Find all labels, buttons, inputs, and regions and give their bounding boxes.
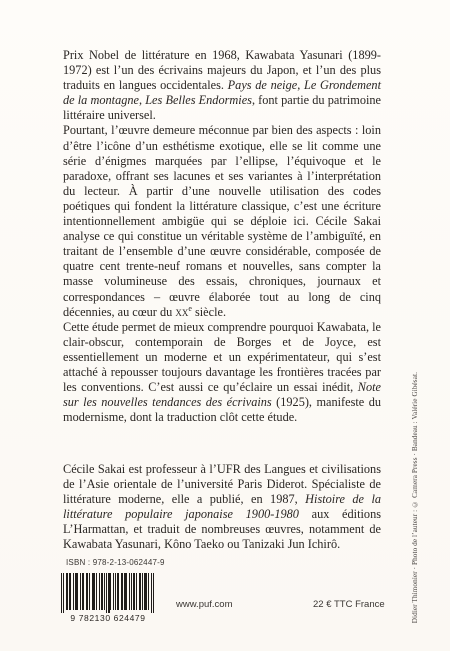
barcode-bar [109,573,110,613]
barcode-bar [80,573,81,610]
barcode-bar [125,573,126,610]
barcode-bar [117,573,118,610]
barcode [53,571,163,623]
barcode-bar [75,573,76,610]
book-title: Pays de neige [227,78,298,93]
barcode-bar [153,573,154,613]
barcode-bar [139,573,140,610]
barcode-bar [104,573,105,610]
paragraph-intro: Prix Nobel de littérature en 1968, Kawabata Yasunari (1899-1972) est l’un des écrivains majeurs du Japon, et l’un des plus traduits en langues occidentales. Pays de neige, Le Grondement de la montagne, Les Belles Endormies, font partie du patrimoine littéraire universel. [63,48,381,123]
barcode-bar [151,573,152,613]
barcode-bar [66,573,67,610]
book-title: Histoire de la littérature populaire japonaise 1900-1980 [63,492,382,522]
price-label: 22 € TTC France [313,599,385,610]
barcode-bar [61,573,62,613]
barcode-bar [145,573,146,610]
barcode-bar [115,573,116,610]
barcode-bar [146,573,147,610]
barcode-bar [148,573,149,610]
barcode-bar [92,573,93,610]
barcode-bar [63,573,64,613]
barcode-bar [76,573,77,610]
barcode-bar [134,573,135,610]
barcode-bar [89,573,90,610]
barcode-bar [69,573,70,610]
barcode-bar [83,573,84,610]
barcode-bar [131,573,132,610]
book-title: Le Grondement de la montagne [63,78,381,108]
summary-block [63,48,381,425]
barcode-bar [126,573,127,610]
author-bio-block [63,462,381,553]
barcode-bar [101,573,102,610]
barcode-bar [110,573,111,610]
barcode-bar [86,573,87,610]
barcode-bar [77,573,78,610]
barcode-bar [113,573,114,610]
publisher-website: www.puf.com [176,599,233,610]
paragraph-author-bio: Cécile Sakai est professeur à l’UFR des Langues et civilisations de l’Asie orientale de l’université Paris Diderot. Spécialiste de littérature moderne, elle a publié, en 1987, Histoire de la littérature populaire japonaise 1900-1980 aux éditions L’Harmattan, et traduit de nombreuses œuvres, notamment de Kawabata Yasunari, Kôno Taeko ou Tanizaki Jun Ichirô. [63,462,382,552]
credits-text: Didier Thimonier · Photo de l’auteur : © Camera Press · Bandeau : Valérie Gibésat. [411,372,419,624]
barcode-bar [67,573,68,610]
barcode-bar [142,573,143,610]
paragraph-study: Cette étude permet de mieux comprendre pourquoi Kawabata, le clair-obscur, contemporain de Borges et de Joyce, est essentiellement un moderne et un expérimentateur, qui s’est attaché à repousser toujours davantage les frontières tracées par les conventions. C’est aussi ce qu’éclaire un essai inédit, Note sur les nouvelles tendances des écrivains (1925), manifeste du modernisme, dont la traduction clôt cette étude. [63,319,382,425]
barcode-bar [102,573,103,610]
barcode-bar [94,573,95,610]
book-title: Les Belles Endormies [145,93,252,108]
barcode-bar [106,573,107,613]
barcode-bar [136,573,137,610]
barcode-bar [118,573,119,610]
barcode-bar [121,573,122,610]
barcode-bar [93,573,94,610]
barcode-bar [96,573,97,610]
barcode-bar [122,573,123,610]
barcode-bar [129,573,130,610]
barcode-bar [108,573,109,613]
barcode-bar [133,573,134,610]
barcode-bar [82,573,83,610]
century-label: xx [175,304,189,319]
barcode-bar [144,573,145,610]
barcode-bar [70,573,71,610]
barcode-bar [73,573,74,610]
isbn-label: ISBN : 978-2-13-062447-9 [66,558,165,567]
barcode-bar [99,573,100,610]
barcode-graphic [53,571,163,623]
barcode-bar [87,573,88,610]
barcode-bar [124,573,125,610]
barcode-bar [140,573,141,610]
credits-vertical [405,372,425,642]
barcode-digits: 9 782130 624479 [70,613,146,623]
essay-title: Note sur les nouvelles tendances des écrivains [63,380,381,410]
paragraph-analysis: Pourtant, l’œuvre demeure méconnue par bien des aspects : loin d’être l’icône d’un esthétisme exotique, elle se lit comme une série d’énigmes marquées par l’ellipse, l’équivoque et le paradoxe, offrant ses lacunes et ses variantes à l’interprétation du lecteur. À partir d’une nouvelle utilisation des codes poétiques qui fondent la littérature classique, c’est une écriture intentionnellement ambigüe qui se déploie ici. Cécile Sakai analyse ce qui constitue un véritable système de l’ambiguïté, en traitant de l’ensemble d’une œuvre considérable, composée de quatre cent trente-neuf romans et nouvelles, sans compter la masse volumineuse des essais, chroniques, journaux et correspondances – œuvre élaborée tout au long de cinq décennies, au cœur du $xx^e$ siècle. [63,123,381,319]
